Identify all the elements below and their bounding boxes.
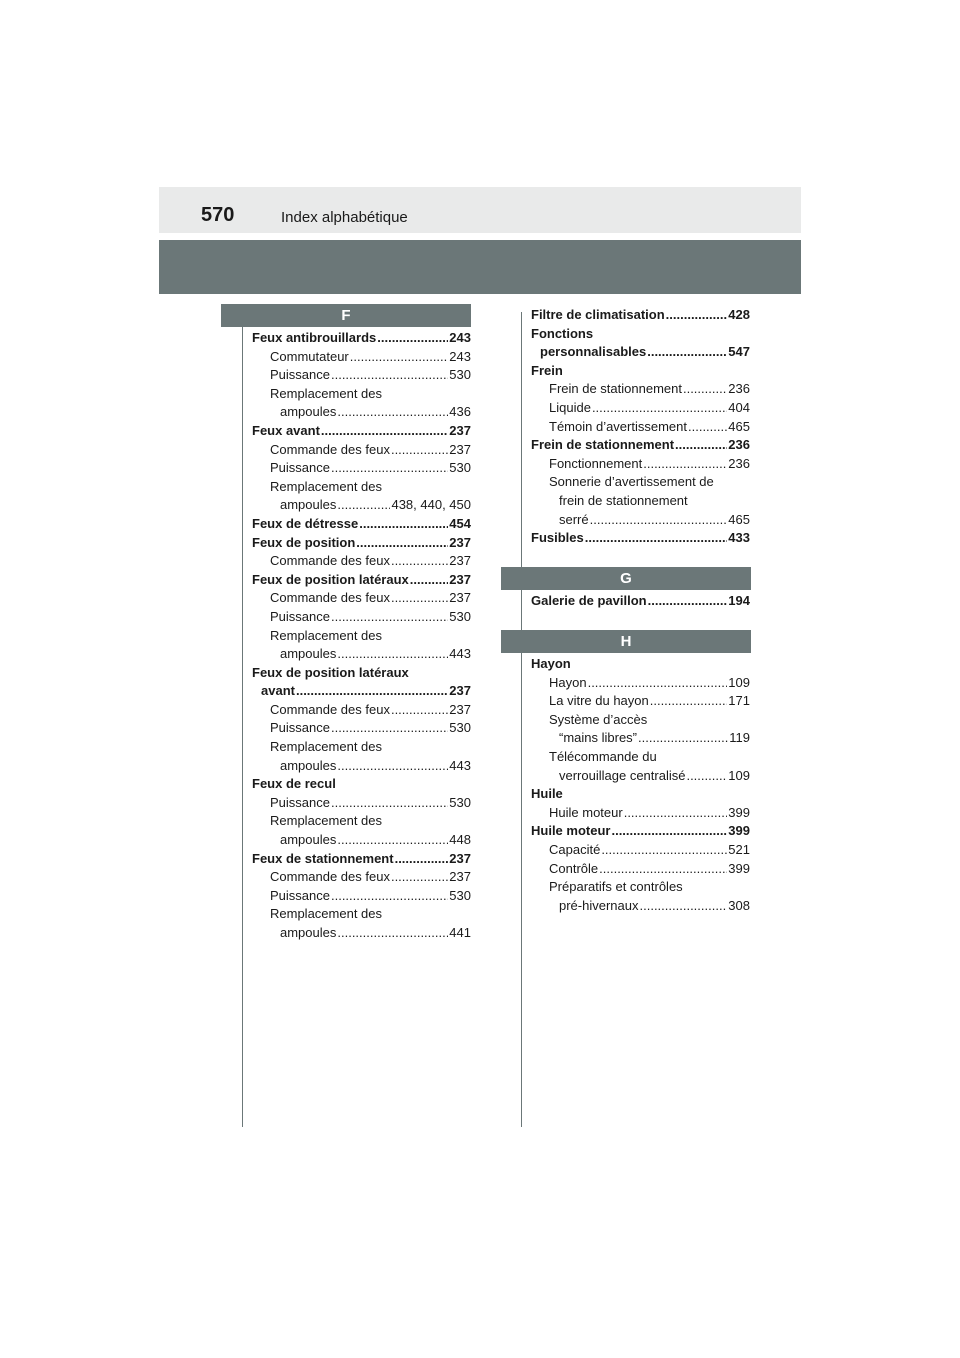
- dot-leader: [624, 804, 728, 823]
- index-entry-term: frein de stationnement: [559, 492, 688, 508]
- dot-leader: [331, 366, 448, 385]
- index-entry: [531, 822, 750, 841]
- dot-leader: [337, 831, 448, 850]
- index-entry-term: Frein: [531, 362, 563, 378]
- dot-leader: [377, 329, 448, 348]
- dot-leader: [683, 380, 727, 399]
- index-entry-page[interactable]: 243: [449, 348, 471, 364]
- index-entry-page[interactable]: 530: [449, 720, 471, 736]
- index-entry-page[interactable]: 171: [728, 693, 750, 709]
- index-entry: [531, 492, 750, 511]
- index-entry: [252, 515, 471, 534]
- index-entry: [531, 841, 750, 860]
- index-entry-term: Système d’accès: [549, 711, 648, 727]
- index-entry-page[interactable]: 530: [449, 887, 471, 903]
- dot-leader: [391, 701, 448, 720]
- index-entry-page[interactable]: 236: [728, 455, 750, 471]
- index-entry-term: Capacité: [549, 841, 601, 857]
- index-entry: [531, 473, 750, 492]
- index-entry: [531, 897, 750, 916]
- index-entry: [252, 366, 471, 385]
- index-entry-term: Feux avant: [252, 422, 320, 438]
- index-entry-page[interactable]: 237: [449, 534, 471, 550]
- dot-leader: [601, 841, 727, 860]
- dot-leader: [611, 822, 727, 841]
- index-entry: [252, 496, 471, 515]
- index-entry-page[interactable]: 237: [449, 422, 471, 438]
- dot-leader: [391, 589, 448, 608]
- index-entry: [252, 924, 471, 943]
- dot-leader: [391, 868, 448, 887]
- index-entry-term: “mains libres”: [559, 730, 638, 746]
- dot-leader: [650, 692, 728, 711]
- index-entry-page[interactable]: 448: [449, 832, 471, 848]
- index-entry-term: Fonctions: [531, 325, 594, 341]
- index-entry-page[interactable]: 194: [728, 593, 750, 608]
- index-entry-term: Commande des feux: [270, 441, 390, 457]
- index-entry-term: Liquide: [549, 399, 591, 415]
- index-entry-term: ampoules: [280, 404, 337, 420]
- index-column-right-f: [531, 306, 750, 548]
- dot-leader: [337, 496, 390, 515]
- index-entry: [252, 738, 471, 757]
- dot-leader: [331, 608, 448, 627]
- index-entry-term: Sonnerie d’avertissement de: [549, 474, 714, 490]
- dot-leader: [592, 399, 727, 418]
- dot-leader: [647, 343, 727, 362]
- index-entry-page[interactable]: 465: [728, 418, 750, 434]
- index-entry-term: Puissance: [270, 887, 330, 903]
- index-entry-term: verrouillage centralisé: [559, 767, 686, 783]
- index-entry: [252, 403, 471, 422]
- index-entry: [252, 478, 471, 497]
- index-entry-page[interactable]: 443: [449, 646, 471, 662]
- section-header-h: H: [501, 630, 751, 653]
- index-entry-term: Puissance: [270, 367, 330, 383]
- index-entry: [252, 571, 471, 590]
- index-entry: [531, 455, 750, 474]
- index-entry: [531, 729, 750, 748]
- index-entry-term: La vitre du hayon: [549, 693, 649, 709]
- dot-leader: [643, 455, 727, 474]
- dot-leader: [590, 511, 728, 530]
- index-entry: [252, 329, 471, 348]
- index-entry: [252, 441, 471, 460]
- index-entry: [252, 794, 471, 813]
- index-entry: [252, 664, 471, 683]
- index-entry-page[interactable]: 433: [728, 530, 750, 546]
- index-entry: [531, 878, 750, 897]
- index-entry: [252, 552, 471, 571]
- index-entry-term: Puissance: [270, 460, 330, 476]
- index-entry-term: Feux de position latéraux: [252, 571, 409, 587]
- dot-leader: [359, 515, 448, 534]
- header-band: [159, 187, 801, 233]
- index-entry-term: Commande des feux: [270, 590, 390, 606]
- index-entry-term: ampoules: [280, 757, 337, 773]
- index-entry-term: Hayon: [549, 674, 587, 690]
- dot-leader: [331, 887, 448, 906]
- index-entry-term: pré-hivernaux: [559, 897, 639, 913]
- index-entry-page[interactable]: 237: [449, 850, 471, 866]
- index-entry: [252, 831, 471, 850]
- index-entry-term: Huile: [531, 786, 563, 802]
- index-entry-page[interactable]: 443: [449, 757, 471, 773]
- index-entry: [531, 674, 750, 693]
- index-entry-term: Commande des feux: [270, 701, 390, 717]
- index-entry-page[interactable]: 236: [728, 437, 750, 453]
- index-entry-page[interactable]: 547: [728, 344, 750, 360]
- index-column-right-g: [531, 592, 750, 611]
- index-entry: [531, 804, 750, 823]
- index-entry: [252, 589, 471, 608]
- index-entry-term: Remplacement des: [270, 478, 382, 494]
- index-entry: [531, 325, 750, 344]
- dot-leader: [350, 348, 449, 367]
- dot-leader: [391, 552, 448, 571]
- index-entry: [252, 850, 471, 869]
- index-entry: [531, 362, 750, 381]
- dot-leader: [331, 459, 448, 478]
- index-entry-term: Galerie de pavillon: [531, 593, 647, 608]
- index-entry-term: Huile moteur: [549, 804, 623, 820]
- dot-leader: [356, 534, 448, 553]
- dot-leader: [337, 757, 448, 776]
- index-entry-page[interactable]: 109: [728, 674, 750, 690]
- index-entry-term: Commande des feux: [270, 553, 390, 569]
- index-entry-page[interactable]: 521: [728, 841, 750, 857]
- dot-leader: [337, 645, 448, 664]
- index-entry-page[interactable]: 530: [449, 367, 471, 383]
- index-entry: [252, 645, 471, 664]
- dot-leader: [391, 441, 448, 460]
- dot-leader: [686, 767, 727, 786]
- dot-leader: [337, 924, 448, 943]
- index-entry-term: Remplacement des: [270, 813, 382, 829]
- index-entry-term: Puissance: [270, 794, 330, 810]
- index-entry-term: Commutateur: [270, 348, 349, 364]
- index-entry-page[interactable]: 441: [449, 925, 471, 940]
- index-entry-term: ampoules: [280, 497, 337, 513]
- index-entry: [531, 418, 750, 437]
- index-entry: [531, 785, 750, 804]
- index-entry-page[interactable]: 399: [728, 860, 750, 876]
- index-entry-term: Remplacement des: [270, 739, 382, 755]
- index-entry-term: Fusibles: [531, 530, 584, 546]
- index-entry: [252, 868, 471, 887]
- index-entry-page[interactable]: 243: [449, 330, 471, 345]
- index-entry-page[interactable]: 399: [728, 823, 750, 839]
- dot-leader: [331, 794, 448, 813]
- dot-leader: [599, 860, 727, 879]
- index-entry: [252, 385, 471, 404]
- index-entry: [252, 608, 471, 627]
- column-divider-left: [242, 318, 243, 1127]
- index-entry-term: Préparatifs et contrôles: [549, 879, 683, 895]
- index-column-right-h: [531, 655, 750, 915]
- chapter-band: [159, 240, 801, 294]
- index-entry-term: personnalisables: [540, 344, 647, 360]
- index-column-left: [252, 329, 471, 943]
- index-entry-page[interactable]: 237: [449, 683, 471, 699]
- index-entry-term: Feux de recul: [252, 776, 336, 792]
- dot-leader: [395, 850, 449, 869]
- index-entry-term: avant: [261, 683, 295, 699]
- dot-leader: [321, 422, 448, 441]
- index-entry-page[interactable]: 237: [449, 869, 471, 885]
- index-entry: [531, 655, 750, 674]
- page-number: 570: [201, 204, 235, 226]
- index-entry-term: Frein de stationnement: [549, 381, 682, 397]
- index-entry-page[interactable]: 236: [728, 381, 750, 397]
- index-entry: [252, 812, 471, 831]
- index-entry-term: Témoin d’avertissement: [549, 418, 687, 434]
- index-entry-term: Puissance: [270, 608, 330, 624]
- page-title: Index alphabétique: [281, 209, 408, 226]
- dot-leader: [585, 529, 728, 548]
- index-entry-term: serré: [559, 511, 589, 527]
- index-entry-term: Remplacement des: [270, 385, 382, 401]
- index-entry: [531, 436, 750, 455]
- dot-leader: [688, 418, 727, 437]
- index-entry-term: ampoules: [280, 832, 337, 848]
- index-entry-page[interactable]: 109: [728, 767, 750, 783]
- index-entry: [252, 459, 471, 478]
- index-entry: [252, 905, 471, 924]
- index-entry-term: Hayon: [531, 656, 571, 671]
- index-entry-term: Télécommande du: [549, 748, 657, 764]
- index-entry-page[interactable]: 454: [449, 515, 471, 531]
- index-entry: [252, 682, 471, 701]
- index-entry-page[interactable]: 119: [729, 730, 750, 746]
- index-entry: [252, 757, 471, 776]
- index-entry: [531, 692, 750, 711]
- column-divider-right: [521, 312, 522, 1127]
- index-entry: [531, 860, 750, 879]
- index-entry-term: Contrôle: [549, 860, 599, 876]
- index-entry: [531, 711, 750, 730]
- dot-leader: [675, 436, 727, 455]
- index-entry: [252, 348, 471, 367]
- index-entry-term: Feux antibrouillards: [252, 330, 377, 345]
- dot-leader: [296, 682, 448, 701]
- dot-leader: [588, 674, 728, 693]
- index-entry-page[interactable]: 237: [449, 590, 471, 606]
- index-entry: [252, 701, 471, 720]
- index-entry-page[interactable]: 237: [449, 441, 471, 457]
- index-entry-term: Remplacement des: [270, 906, 382, 922]
- section-header-g: G: [501, 567, 751, 590]
- index-entry: [252, 719, 471, 738]
- index-entry-term: Feux de détresse: [252, 515, 359, 531]
- index-entry-page[interactable]: 308: [728, 897, 750, 913]
- index-entry-page[interactable]: 465: [728, 511, 750, 527]
- index-entry: [531, 343, 750, 362]
- index-entry-term: Remplacement des: [270, 627, 382, 643]
- index-entry: [531, 399, 750, 418]
- dot-leader: [648, 592, 728, 611]
- index-entry-page[interactable]: 399: [728, 804, 750, 820]
- index-entry-page[interactable]: 436: [449, 404, 471, 420]
- dot-leader: [410, 571, 449, 590]
- index-entry-term: Commande des feux: [270, 869, 390, 885]
- dot-leader: [640, 897, 728, 916]
- index-entry-term: Frein de stationnement: [531, 437, 675, 453]
- dot-leader: [337, 403, 448, 422]
- index-entry: [531, 380, 750, 399]
- index-entry-page[interactable]: 237: [449, 701, 471, 717]
- index-entry-page[interactable]: 530: [449, 608, 471, 624]
- index-entry: [252, 534, 471, 553]
- dot-leader: [331, 719, 448, 738]
- index-entry: [531, 767, 750, 786]
- index-entry: [252, 627, 471, 646]
- index-entry: [252, 887, 471, 906]
- index-entry: [252, 422, 471, 441]
- index-entry-term: ampoules: [280, 925, 337, 940]
- index-entry-page[interactable]: 237: [449, 553, 471, 569]
- index-entry-term: Feux de position latéraux: [252, 664, 409, 680]
- index-entry-term: Filtre de climatisation: [531, 307, 665, 322]
- index-entry-term: ampoules: [280, 646, 337, 662]
- index-entry: [531, 748, 750, 767]
- index-entry-term: Feux de position: [252, 534, 356, 550]
- index-entry-term: Puissance: [270, 720, 330, 736]
- index-entry-term: Fonctionnement: [549, 455, 643, 471]
- index-entry-page[interactable]: 404: [728, 399, 750, 415]
- section-header-f: F: [221, 304, 471, 327]
- index-entry-term: Huile moteur: [531, 823, 611, 839]
- index-entry-page[interactable]: 237: [449, 571, 471, 587]
- index-entry-page[interactable]: 530: [449, 460, 471, 476]
- index-entry: [531, 529, 750, 548]
- dot-leader: [638, 729, 728, 748]
- index-entry-term: Feux de stationnement: [252, 850, 394, 866]
- index-entry-page[interactable]: 530: [449, 794, 471, 810]
- index-entry-page[interactable]: 428: [728, 307, 750, 322]
- index-entry: [531, 306, 750, 325]
- index-entry-page[interactable]: 438, 440, 450: [391, 497, 471, 513]
- index-entry: [252, 775, 471, 794]
- index-entry: [531, 511, 750, 530]
- dot-leader: [666, 306, 728, 325]
- index-entry: [531, 592, 750, 611]
